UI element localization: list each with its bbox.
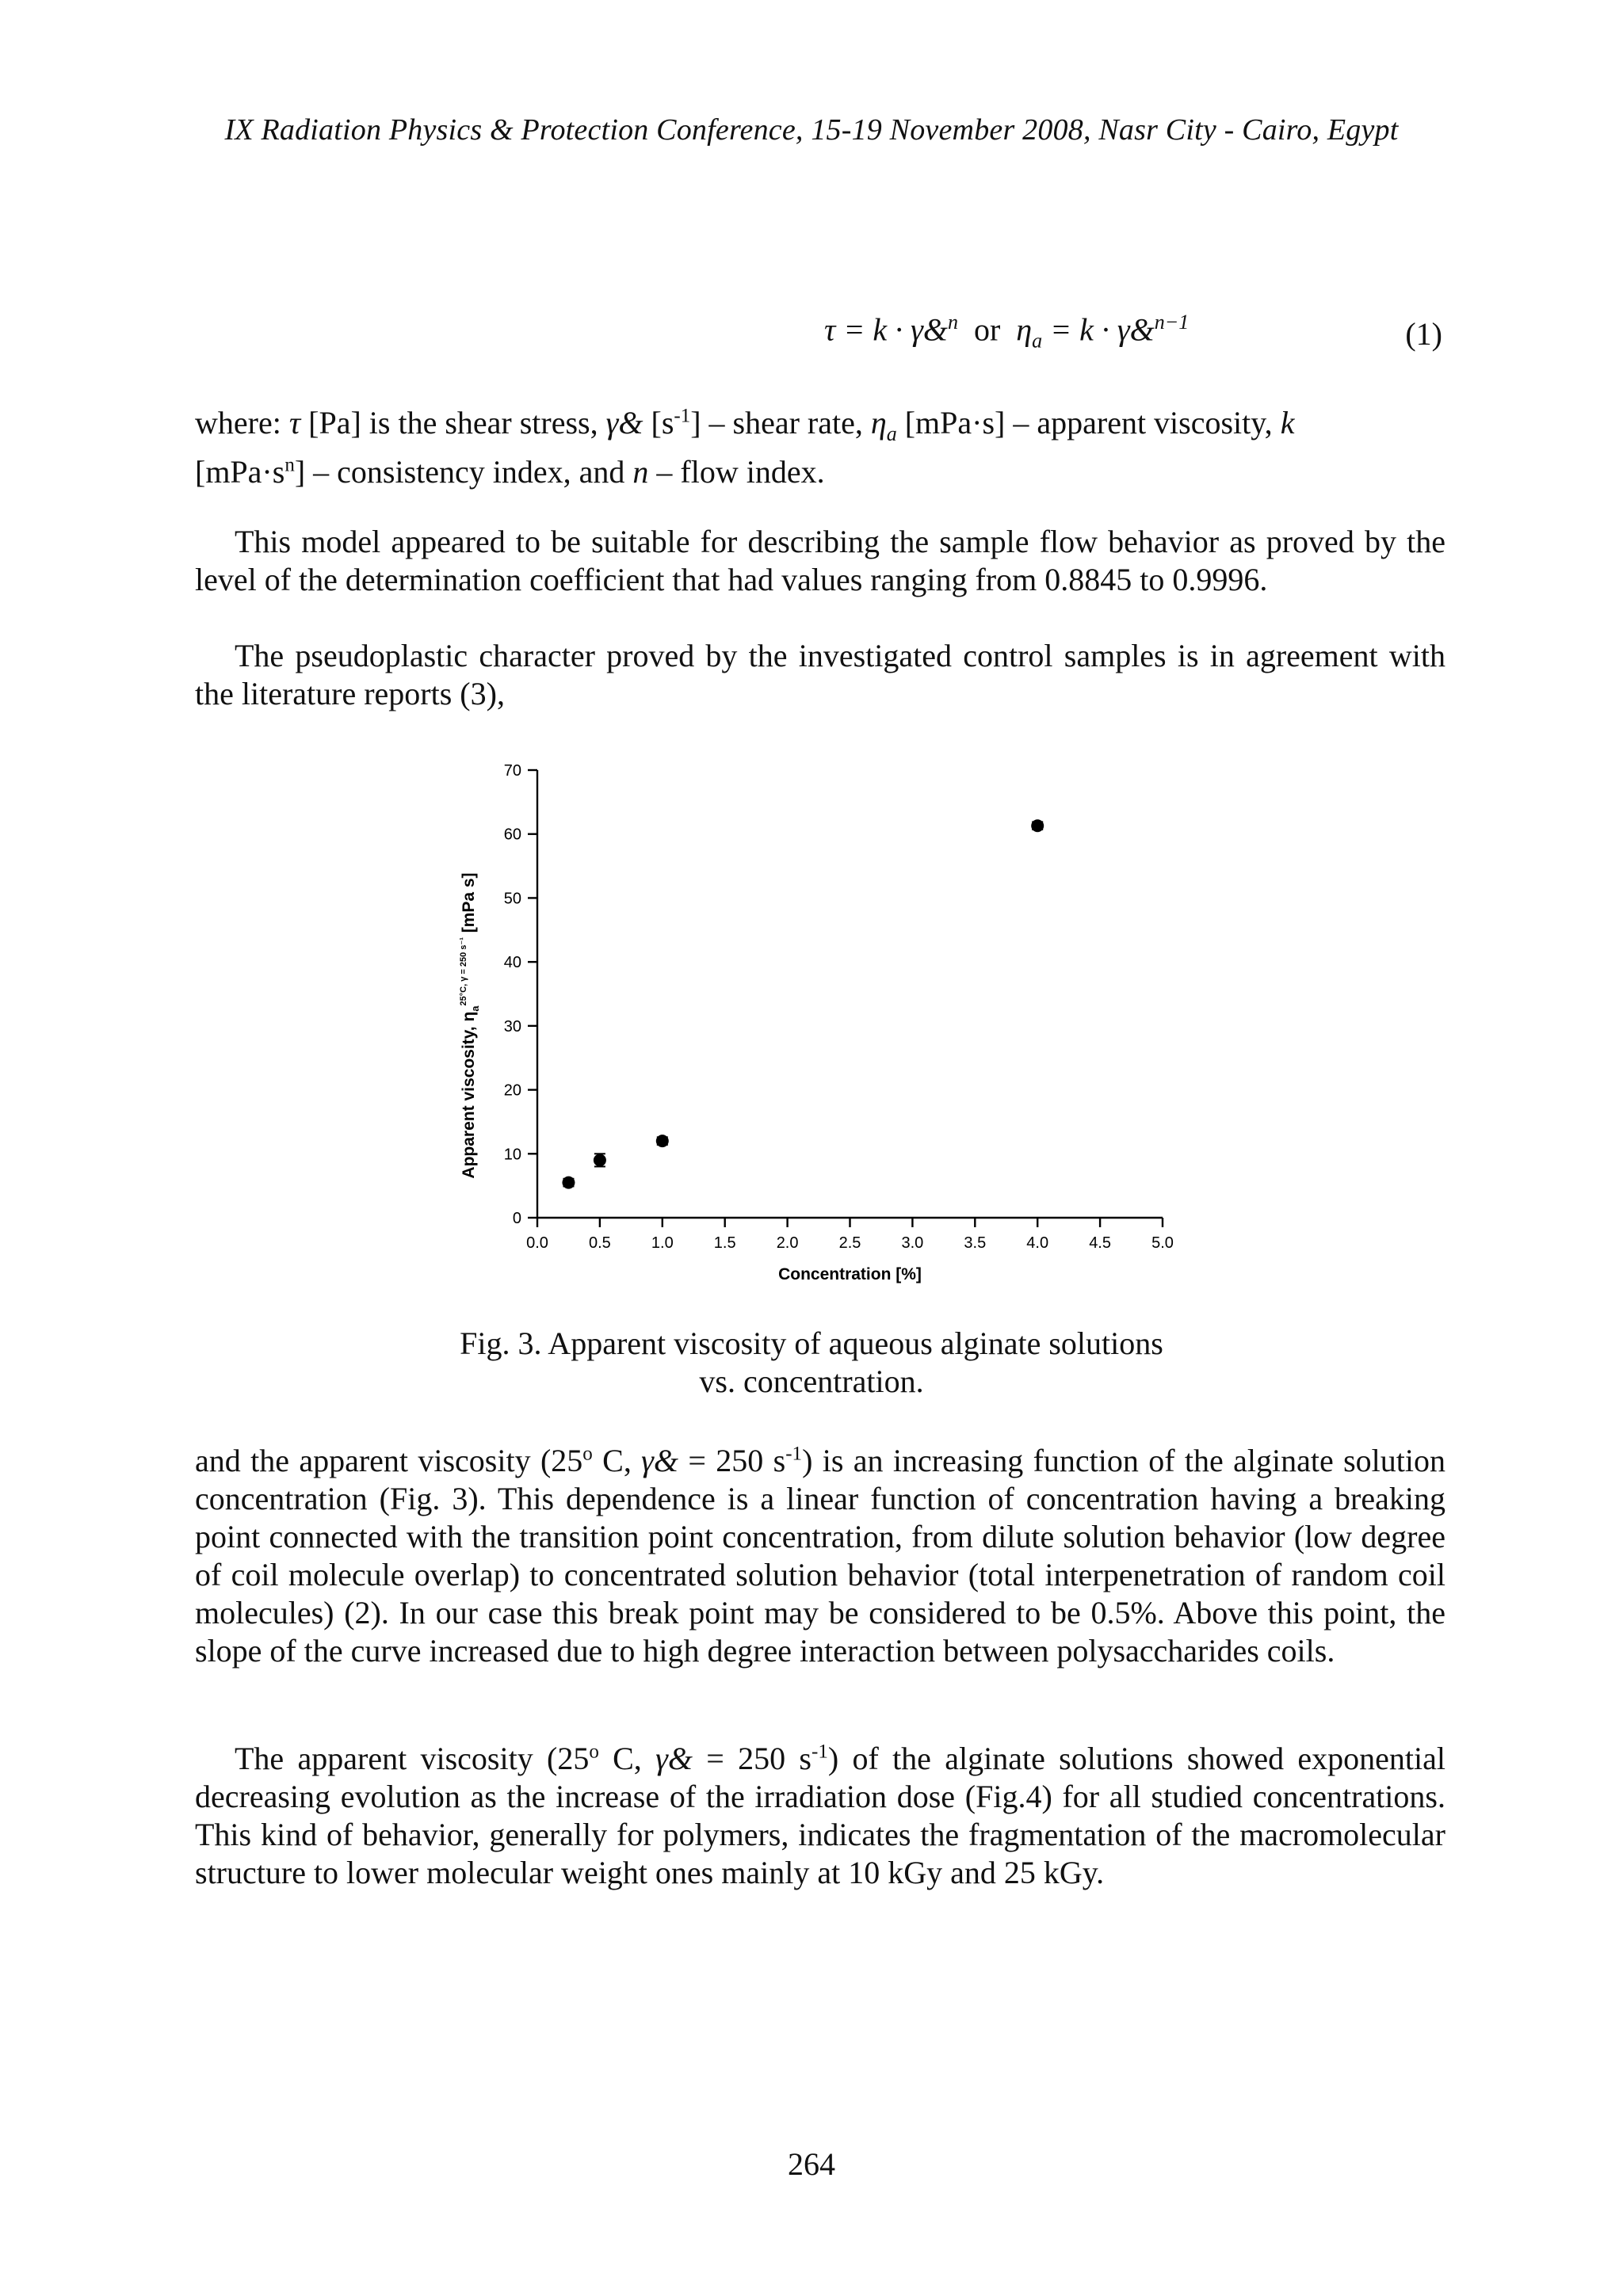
y-tick-label: 0 [512,1210,521,1227]
p1-sup: -1 [674,405,691,427]
x-tick-label: 3.5 [964,1234,987,1252]
y-axis-label-unit: [mPa s] [460,872,478,938]
p5-text: = 250 s [692,1741,812,1776]
equation-left-exponent: n [947,311,958,334]
p1-text: [Pa] is the shear stress, [300,405,606,441]
equation-left-rhs: = k · γ& [843,311,948,348]
y-tick-label: 40 [503,954,521,972]
p5-text: ) of the alginate solutions showed exponential decreasing evolution as the increase of the irradiation dose (Fig.4) for all studied concentrations. This kind of behavior, generally for polymers, indicates the fragmentation of the macromolecular structure to lower molecular weight ones mainly at 10 kGy and 25 kGy. [195,1741,1445,1890]
p4-text: C, [592,1443,642,1478]
x-tick-label: 2.5 [838,1234,861,1252]
p4-sup: o [582,1443,593,1465]
p5-gamma: γ& [655,1741,693,1776]
x-tick-label: 4.0 [1026,1234,1049,1252]
paragraph-pseudoplastic: The pseudoplastic character proved by the investigated control samples is in agreement with the literature reports (3), [195,638,1445,711]
p1-text: [s [643,405,674,441]
p4-gamma: γ& [641,1443,679,1478]
x-tick-label: 1.0 [651,1234,674,1252]
paragraph-irradiation [195,1740,1445,1892]
y-tick-label: 50 [503,890,521,908]
y-tick-label: 20 [503,1081,521,1100]
x-tick-label: 0.5 [588,1234,611,1252]
p1-text: [mPa·s [195,454,285,490]
x-tick-label: 0.0 [526,1234,548,1252]
data-point [594,1154,606,1166]
equation-right-exponent: n−1 [1154,311,1190,334]
p1-sup: n [285,454,295,476]
data-point [562,1177,575,1189]
x-axis-label: Concentration [%] [778,1265,922,1283]
p1-text: where: [195,405,289,441]
p1-eta-sub: a [886,422,897,445]
p5-text: The apparent viscosity (25 [235,1741,590,1776]
p1-text: – flow index. [648,454,825,490]
paragraph-definitions [195,404,1445,491]
equation-right-rhs: = k · γ& [1050,311,1155,348]
p1-k: k [1280,405,1295,441]
y-axis-label-superscript: 25°C, γ = 250 s⁻¹ [459,937,468,1006]
p1-text: ] – shear rate, [690,405,871,441]
x-tick-label: 5.0 [1151,1234,1174,1252]
x-tick-label: 2.0 [776,1234,799,1252]
x-tick-label: 1.5 [713,1234,736,1252]
y-tick-label: 70 [503,762,521,780]
p4-text: ) is an increasing function of the alginate solution concentration (Fig. 3). This dependence is a linear function of concentration having a breaking point connected with the transition point concentration, from dilute solution behavior (low degree of coil molecule overlap) to concentrated solution behavior (total interpenetration of random coil molecules) (2). In our case this break point may be considered to be 0.5%. Above this point, the slope of the curve increased due to high degree interaction between polysaccharides coils. [195,1443,1446,1669]
page-number: 264 [788,2146,835,2182]
viscosity-chart [444,757,1197,1295]
p1-gamma: γ& [605,405,643,441]
p1-text: ] – consistency index, and [294,454,633,490]
p5-text: C, [598,1741,656,1776]
chart-y-ticks [504,762,537,1227]
x-tick-label: 4.5 [1089,1234,1112,1252]
p4-sup: -1 [785,1443,803,1465]
equation-eta-subscript: a [1032,329,1043,353]
chart-x-ticks [526,1218,1174,1252]
p4-text: = 250 s [678,1443,786,1478]
equation-number: (1) [1405,316,1442,352]
data-point [656,1135,669,1147]
p1-n: n [632,454,649,490]
equation-eta: η [1016,311,1033,348]
chart-points [562,819,1044,1188]
equation-1 [824,311,1189,353]
figure-caption-line1: Fig. 3. Apparent viscosity of aqueous alginate solutions [460,1325,1163,1361]
y-axis-label [459,872,481,1178]
p1-eta: η [870,405,887,441]
p1-text: [mPa·s] – apparent viscosity, [896,405,1281,441]
paragraph-model: This model appeared to be suitable for describing the sample flow behavior as proved by the level of the determination coefficient that had values ranging from 0.8845 to 0.9996. [195,524,1445,597]
y-tick-label: 10 [503,1146,521,1164]
chart-axes [537,770,1163,1218]
p5-sup: o [589,1741,599,1763]
y-axis-label-main: Apparent viscosity, η [460,1011,478,1179]
equation-tau: τ [824,311,836,348]
chart-labels [459,872,922,1283]
paragraph-concentration [195,1442,1445,1670]
p5-sup: -1 [812,1741,828,1763]
y-tick-label: 60 [503,826,521,844]
x-tick-label: 3.0 [901,1234,924,1252]
data-point [1031,819,1044,832]
equation-or: or [973,311,1001,348]
p1-tau: τ [288,405,301,441]
y-axis-label-subscript: a [469,1005,481,1012]
running-header: IX Radiation Physics & Protection Conference, 15-19 November 2008, Nasr City - Cairo, Egypt [224,113,1399,147]
y-tick-label: 30 [503,1017,521,1035]
figure-caption-line2: vs. concentration. [699,1363,924,1399]
p4-text: and the apparent viscosity (25 [195,1443,583,1478]
